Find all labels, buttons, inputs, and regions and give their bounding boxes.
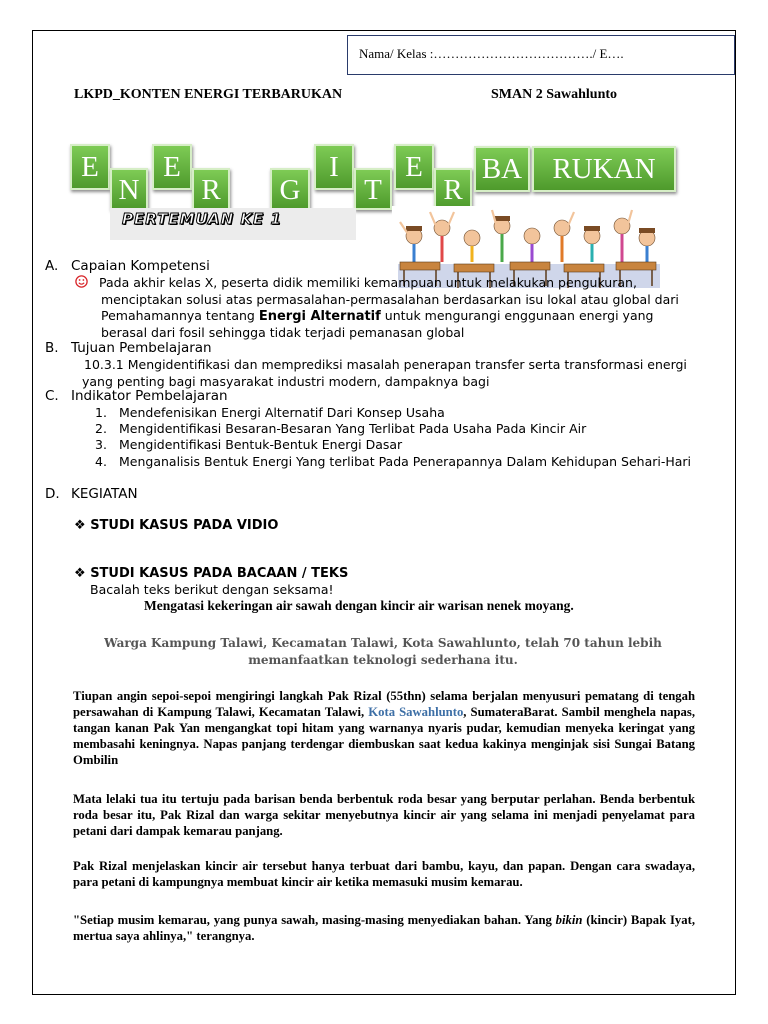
title-tile: E — [70, 144, 110, 190]
article-headline: Mengatasi kekeringan air sawah dengan kincir air warisan nenek moyang. — [144, 598, 574, 613]
worksheet-title: LKPD_KONTEN ENERGI TERBARUKAN — [74, 87, 343, 102]
section-letter: C. — [45, 388, 59, 404]
title-tile: I — [314, 144, 354, 190]
objective-text: yang penting bagi masyarakat industri modern, dampaknya bagi — [82, 374, 490, 389]
section-b-heading — [45, 340, 212, 356]
competency-text: Pada akhir kelas X, peserta didik memiliki kemampuan untuk melakukan pengukuran, — [99, 275, 637, 290]
title-tile: BA — [474, 146, 530, 192]
diamond-bullet-icon: ❖ — [74, 566, 91, 581]
indicator-item: 3. Mengidentifikasi Bentuk-Bentuk Energi Dasar — [95, 437, 403, 452]
objective-text: 10.3.1 Mengidentifikasi dan memprediksi masalah penerapan transfer serta transformasi energi — [84, 357, 687, 372]
section-title: Capaian Kompetensi — [71, 258, 210, 274]
section-d-heading — [45, 486, 138, 502]
meeting-banner: PERTEMUAN KE 1 — [122, 210, 282, 228]
section-letter: D. — [45, 486, 60, 502]
article-paragraph: "Setiap musim kemarau, yang punya sawah, masing-masing menyediakan bahan. Yang bikin (kincir) Bapak Iyat, mertua saya ahlinya," terangnya. — [73, 913, 695, 943]
competency-text: Pemahamannya tentang Energi Alternatif untuk mengurangi enggunaan energi yang — [101, 308, 654, 324]
section-title: Indikator Pembelajaran — [71, 388, 228, 404]
competency-text: berasal dari fosil sehingga tidak terjadi pemanasan global — [101, 325, 465, 340]
indicator-item: 1. Mendefenisikan Energi Alternatif Dari Konsep Usaha — [95, 405, 445, 420]
diamond-bullet-icon: ❖ — [74, 518, 91, 533]
article-paragraph: Pak Rizal menjelaskan kincir air tersebut hanya terbuat dari bambu, kayu, dan papan. Dengan cara swadaya, para petani di kampungnya membuat kincir air ketika memasuki musim kemarau. — [73, 859, 695, 889]
title-tile: N — [110, 168, 148, 210]
name-class-field[interactable]: Nama/ Kelas :………………………………./ E…. — [347, 35, 735, 75]
competency-text: menciptakan solusi atas permasalahan-permasalahan berdasarkan isu lokal atau global dari — [101, 292, 679, 307]
smiley-icon — [75, 275, 88, 288]
indicator-item: 2. Mengidentifikasi Besaran-Besaran Yang Terlibat Pada Usaha Pada Kincir Air — [95, 421, 587, 436]
city-link[interactable]: Kota Sawahlunto — [368, 705, 464, 719]
title-tile: RUKAN — [532, 146, 676, 192]
school-name: SMAN 2 Sawahlunto — [491, 87, 618, 102]
title-tile: R — [434, 168, 472, 210]
article-subtitle: Warga Kampung Talawi, Kecamatan Talawi, Kota Sawahlunto, telah 70 tahun lebih memanfaatkan teknologi sederhana itu. — [104, 636, 662, 667]
indicator-item: 4. Menganalisis Bentuk Energi Yang terlibat Pada Penerapannya Dalam Kehidupan Sehari-Hari — [95, 454, 692, 469]
section-title: Tujuan Pembelajaran — [71, 340, 212, 356]
title-tile: E — [394, 144, 434, 190]
section-c-heading — [45, 388, 228, 404]
section-letter: A. — [45, 258, 59, 274]
title-tile: E — [152, 144, 192, 190]
title-tile: R — [192, 168, 230, 210]
title-tile: T — [354, 168, 392, 210]
section-letter: B. — [45, 340, 59, 356]
activity-video: ❖ STUDI KASUS PADA VIDIO — [74, 518, 279, 533]
title-tile: G — [270, 168, 310, 210]
activity-reading: ❖ STUDI KASUS PADA BACAAN / TEKS — [74, 566, 349, 581]
section-title: KEGIATAN — [71, 486, 138, 502]
article-paragraph: Tiupan angin sepoi-sepoi mengiringi langkah Pak Rizal (55thn) selama berjalan menyusuri pematang di tengah persawahan di Kampung Talawi, Kecamatan Talawi, Kota Sawahlunto, SumateraBarat. Sambil menghela napas, tangan kanan Pak Yan mengangkat topi hitam yang warnanya nyaris pudar, kemudian menyeka keringat yang membasahi keningnya. Napas panjang terdengar diembuskan saat kedua kakinya menginjak sisi Sungai Batang Ombilin — [73, 689, 695, 767]
section-a-heading — [45, 258, 210, 274]
article-paragraph: Mata lelaki tua itu tertuju pada barisan benda berbentuk roda besar yang berputar perlahan. Benda berbentuk roda besar itu, Pak Rizal dan warga sekitar menyebutnya kincir air yang selama ini menjadi penyelamat para petani dari dampak kemarau panjang. — [73, 792, 695, 838]
reading-instruction: Bacalah teks berikut dengan seksama! — [90, 582, 334, 597]
